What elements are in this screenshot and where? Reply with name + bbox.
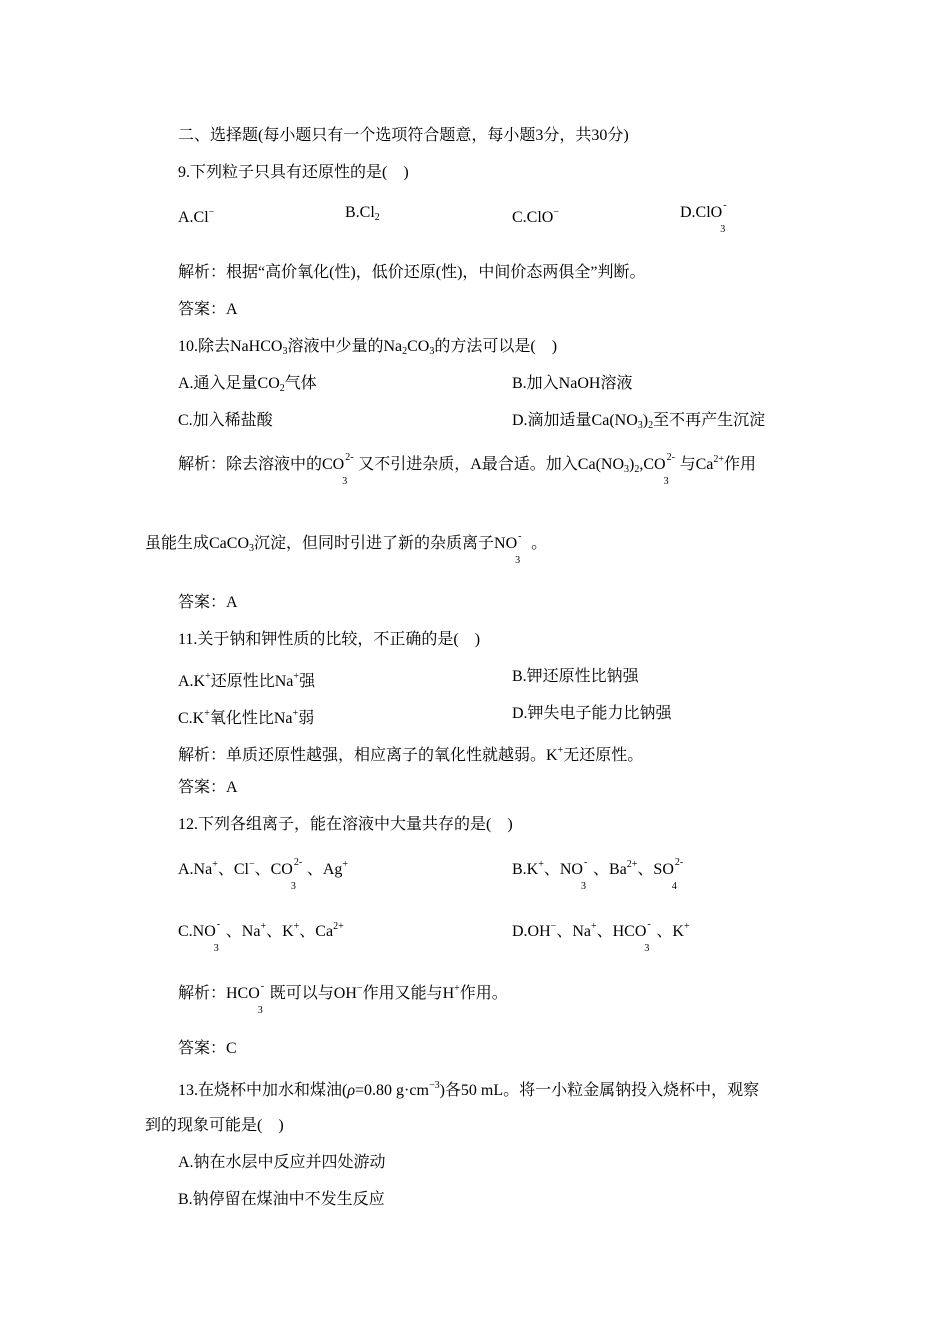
q11-option-d: D.钾失电子能力比钠强	[512, 705, 672, 722]
q10-option-a: A.通入足量$CO_2$气体	[178, 375, 317, 394]
q9-option-b: $B.Cl_2$	[345, 204, 380, 223]
q12-analysis: 解析：HCO - 3 既可以与OH−作用又能与H+作用。	[178, 981, 508, 1016]
section-header: 二、选择题(每小题只有一个选项符合题意，每小题3分，共30分)	[178, 127, 629, 144]
q11-stem: 11.关于钠和钾性质的比较，不正确的是( )	[178, 631, 481, 648]
q13-stem-line1: 13.在烧杯中加水和煤油(ρ=0.80 $g\cdot cm^{-3}$)各50 mL。将一小粒金属钠投入烧杯中，观察	[178, 1080, 760, 1099]
q11-option-c: C.K+氧化性比Na+弱	[178, 708, 315, 727]
q13-stem-line2: 到的现象可能是( )	[145, 1117, 284, 1134]
q10-answer: 答案：A	[178, 594, 238, 611]
q9-answer: 答案：A	[178, 301, 238, 318]
q12-option-c: C.NO - 3 、Na+、K+、$Ca^{2+}$	[178, 919, 344, 954]
q13-option-a: A.钠在水层中反应并四处游动	[178, 1154, 386, 1171]
q10-analysis-line2: 虽能生成CaCO$_3$沉淀，但同时引进了新的杂质离子NO - 3 。	[145, 531, 548, 566]
q11-option-a: A.K+还原性比Na+强	[178, 671, 316, 690]
q12-stem: 12.下列各组离子，能在溶液中大量共存的是( )	[178, 816, 513, 833]
q9-option-a: A.Cl−	[178, 207, 215, 226]
q9-analysis: 解析：根据“高价氧化(性)，低价还原(性)，中间价态两俱全”判断。	[178, 264, 646, 281]
q11-answer: 答案：A	[178, 779, 238, 796]
q10-analysis-line1: 解析：除去溶液中的CO 2- 3 又不引进杂质，A最合适。加入$Ca(NO_3)_2,CO$ 2- 3 与$Ca^{2+}$作用	[178, 452, 757, 487]
q9-stem: 9.下列粒子只具有还原性的是( )	[178, 164, 409, 181]
q11-analysis: 解析：单质还原性越强，相应离子的氧化性就越弱。K+无还原性。	[178, 745, 644, 764]
q10-option-c: C.加入稀盐酸	[178, 412, 273, 429]
q10-option-d: D.滴加适量$Ca(NO_3)_2$至不再产生沉淀	[512, 412, 766, 431]
q10-stem: 10.除去NaHCO$_3$溶液中少量的$Na_2CO_3$的方法可以是( )	[178, 338, 558, 357]
q12-answer: 答案：C	[178, 1040, 237, 1057]
q9-option-c: C.ClO−	[512, 207, 559, 226]
q12-option-d: D.OH−、Na+、HCO - 3 、K+	[512, 919, 690, 954]
q10-option-b: B.加入NaOH溶液	[512, 375, 633, 392]
q11-option-b: B.钾还原性比钠强	[512, 668, 639, 685]
q12-option-a: A.Na+、Cl−、CO 2- 3 、Ag+	[178, 857, 349, 892]
q13-option-b: B.钠停留在煤油中不发生反应	[178, 1191, 385, 1208]
q12-option-b: B.K+、NO - 3 、$Ba^{2+}$、SO 2- 4	[512, 857, 684, 892]
q9-option-d: D.ClO - 3	[680, 200, 727, 235]
